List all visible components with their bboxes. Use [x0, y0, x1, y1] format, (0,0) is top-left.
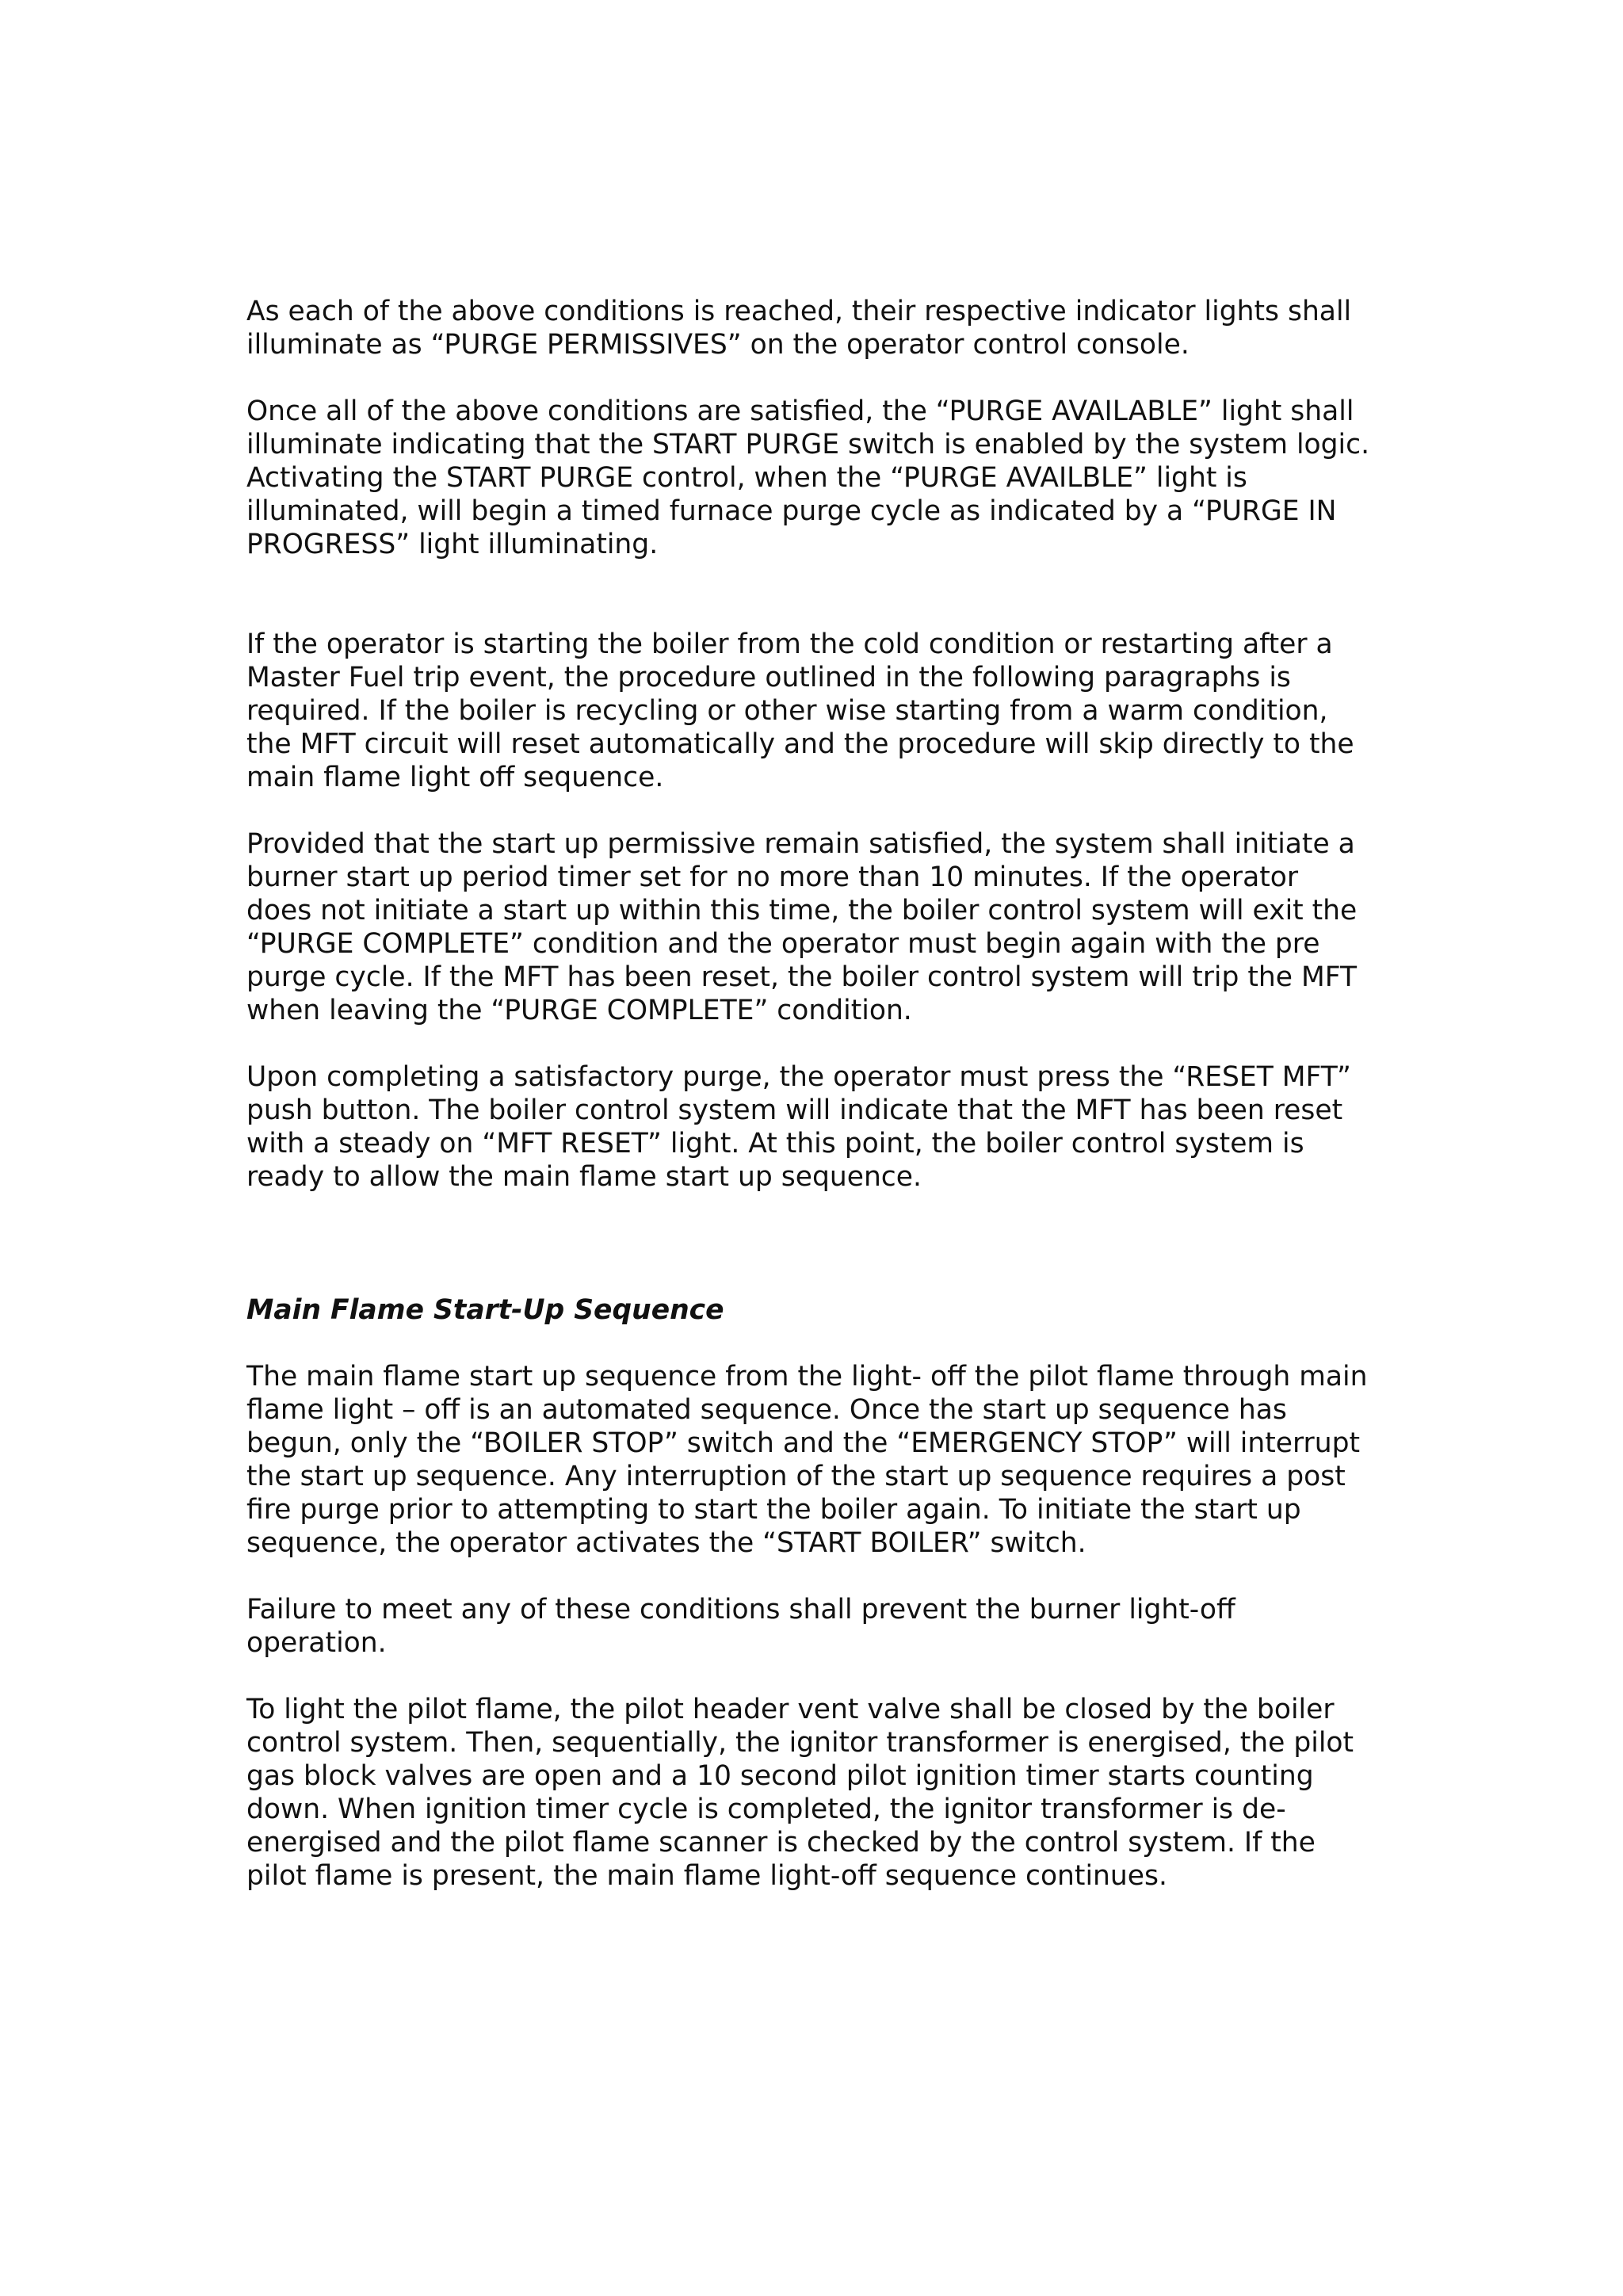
paragraph-gap — [246, 1027, 1388, 1060]
paragraph-purge-permissives: As each of the above conditions is reached, their respective indicator lights shall illuminate as “PURGE PERMISSIVES” on the operator control console. — [246, 296, 1352, 361]
paragraph-gap — [246, 1560, 1388, 1593]
paragraph-gap — [246, 1327, 1388, 1360]
paragraph-pilot-flame: To light the pilot flame, the pilot header vent valve shall be closed by the boiler control system. Then, sequentially, the ignitor transformer is energised, the pilot gas block valves are open and a 10 second pilot ignition timer starts counting down. When ignition timer cycle is completed, the ignitor transformer is de- energised and the pilot flame scanner is checked by the control system. If the pilot flame is present, the main flame light-off sequence continues. — [246, 1694, 1354, 1892]
paragraph-startup-timer: Provided that the start up permissive remain satisfied, the system shall initiate a burner start up period timer set for no more than 10 minutes. If the operator does not initiate a start up within this time, the boiler control system will exit the “PURGE COMPLETE” condition and the operator must begin again with the pre purge cycle. If the MFT has been reset, the boiler control system will trip the MFT when leaving the “PURGE COMPLETE” condition. — [246, 828, 1358, 1026]
paragraph-cold-start: If the operator is starting the boiler from the cold condition or restarting after a Master Fuel trip event, the procedure outlined in the following paragraphs is required. If the boiler is recycling or other wise starting from a warm condition, the MFT circuit will reset automatically and the procedure will skip directly to the main flame light off sequence. — [246, 628, 1354, 793]
document-body — [246, 295, 1388, 1893]
paragraph-purge-available: Once all of the above conditions are satisfied, the “PURGE AVAILABLE” light shall illuminate indicating that the START PURGE switch is enabled by the system logic. Activating the START PURGE control, when the “PURGE AVAILBLE” light is illuminated, will begin a timed furnace purge cycle as indicated by a “PURGE IN PROGRESS” light illuminating. — [246, 395, 1370, 560]
paragraph-gap — [246, 361, 1388, 395]
paragraph-gap — [246, 561, 1388, 628]
paragraph-reset-mft: Upon completing a satisfactory purge, the operator must press the “RESET MFT” push button. The boiler control system will indicate that the MFT has been reset with a steady on “MFT RESET” light. At this point, the boiler control system is ready to allow the main flame start up sequence. — [246, 1061, 1351, 1193]
section-heading: Main Flame Start-Up Sequence — [246, 1294, 724, 1326]
paragraph-main-flame-sequence: The main flame start up sequence from the light- off the pilot flame through main flame light – off is an automated sequence. Once the start up sequence has begun, only the “BOILER STOP” switch and the “EMERGENCY STOP” will interrupt the start up sequence. Any interruption of the start up sequence requires a post fire purge prior to attempting to start the boiler again. To initiate the start up sequence, the operator activates the “START BOILER” switch. — [246, 1361, 1368, 1559]
paragraph-gap — [246, 1194, 1388, 1293]
paragraph-gap — [246, 1660, 1388, 1693]
paragraph-failure-conditions: Failure to meet any of these conditions shall prevent the burner light-off operation. — [246, 1594, 1235, 1659]
paragraph-gap — [246, 794, 1388, 827]
